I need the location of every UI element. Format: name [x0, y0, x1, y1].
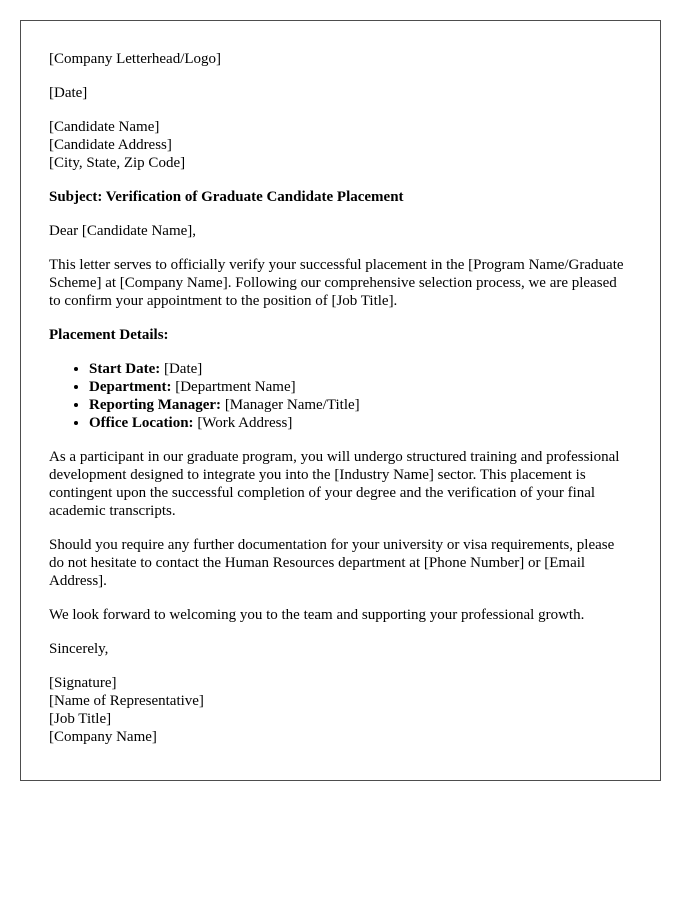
recipient-city-state-zip: [City, State, Zip Code] [49, 155, 186, 171]
list-item [89, 360, 632, 378]
subject-line: Subject: Verification of Graduate Candidate Placement [49, 189, 404, 205]
contact-paragraph: Should you require any further documentation for your university or visa requirements, please do not hesitate to contact the Human Resources department at [Phone Number] or [Email Address]. [49, 537, 615, 589]
detail-value: [Date] [160, 361, 203, 377]
placement-details-list [49, 360, 632, 432]
company-letterhead: [Company Letterhead/Logo] [49, 51, 222, 67]
detail-label: Start Date: [89, 361, 161, 377]
representative-name: [Name of Representative] [49, 693, 204, 709]
letter-date: [Date] [49, 85, 88, 101]
list-item [89, 414, 632, 432]
placement-details-heading: Placement Details: [49, 327, 169, 343]
signature-block [49, 674, 632, 746]
company-name: [Company Name] [49, 729, 157, 745]
closing-paragraph: We look forward to welcoming you to the team and supporting your professional growth. [49, 607, 585, 623]
program-paragraph: As a participant in our graduate program, you will undergo structured training and professional development designed to integrate you into the [Industry Name] sector. This placement is contingent upon the successful completion of your degree and the verification of your final academic transcripts. [49, 449, 620, 519]
detail-label: Reporting Manager: [89, 397, 222, 413]
detail-label: Office Location: [89, 415, 194, 431]
signature-placeholder: [Signature] [49, 675, 117, 691]
letter-page [20, 20, 661, 781]
recipient-name: [Candidate Name] [49, 119, 160, 135]
detail-value: [Work Address] [193, 415, 293, 431]
detail-value: [Manager Name/Title] [221, 397, 360, 413]
representative-title: [Job Title] [49, 711, 112, 727]
recipient-address-block [49, 118, 632, 172]
list-item [89, 396, 632, 414]
sign-off: Sincerely, [49, 641, 109, 657]
intro-paragraph: This letter serves to officially verify your successful placement in the [Program Name/Graduate Scheme] at [Company Name]. Following our comprehensive selection process, we are pleased to confirm your appointment to the position of [Job Title]. [49, 257, 624, 309]
detail-value: [Department Name] [171, 379, 296, 395]
salutation: Dear [Candidate Name], [49, 223, 197, 239]
recipient-address: [Candidate Address] [49, 137, 172, 153]
list-item [89, 378, 632, 396]
detail-label: Department: [89, 379, 172, 395]
